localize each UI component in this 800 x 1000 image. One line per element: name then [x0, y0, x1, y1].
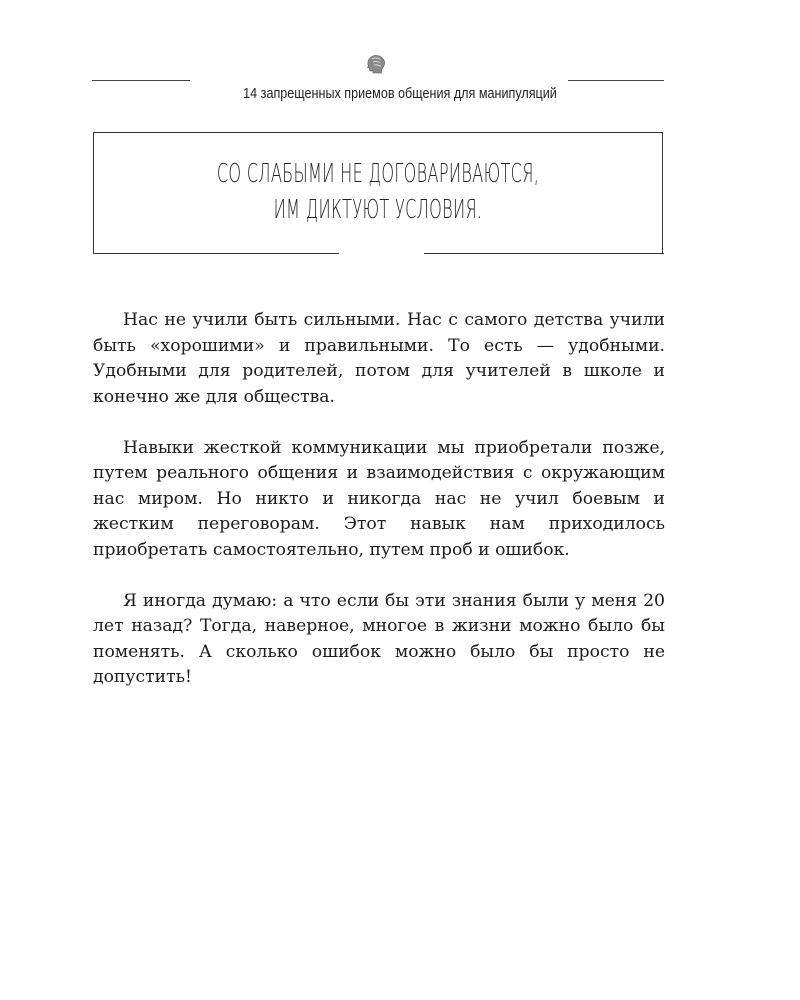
- running-header-title: 14 запрещенных приемов общения для манипуляций: [243, 85, 557, 102]
- head-icon: [364, 54, 386, 74]
- header-rule-left: [92, 80, 190, 81]
- quote-frame-bottom-right: [424, 253, 664, 254]
- pull-quote: [201, 156, 554, 228]
- quote-frame-bottom-left: [93, 253, 339, 254]
- paragraph-1: Нас не учили быть сильными. Нас с самого детства учили быть «хорошими» и правильными. То есть — удобными. Удобными для родителей, потом для учителей в школе и конечно же для общества.: [93, 310, 665, 407]
- pull-quote-line-1: СО СЛАБЫМИ НЕ ДОГОВАРИВАЮТСЯ,: [216, 159, 540, 189]
- pull-quote-line-2: ИМ ДИКТУЮТ УСЛОВИЯ.: [273, 195, 483, 225]
- body-text: [93, 308, 665, 716]
- header-rule-right: [568, 80, 664, 81]
- paragraph-3: Я иногда думаю: а что если бы эти знания были у меня 20 лет назад? Тогда, наверное, многое в жизни можно было бы поменять. А сколько ошибок можно было бы просто не допустить!: [93, 590, 665, 687]
- paragraph-2: Навыки жесткой коммуникации мы приобретали позже, путем реального общения и взаимодействия с окружающим нас миром. Но никто и никогда нас не учил боевым и жестким переговорам. Этот навык нам приходилось приобретать самостоятельно, путем проб и ошибок.: [93, 437, 665, 560]
